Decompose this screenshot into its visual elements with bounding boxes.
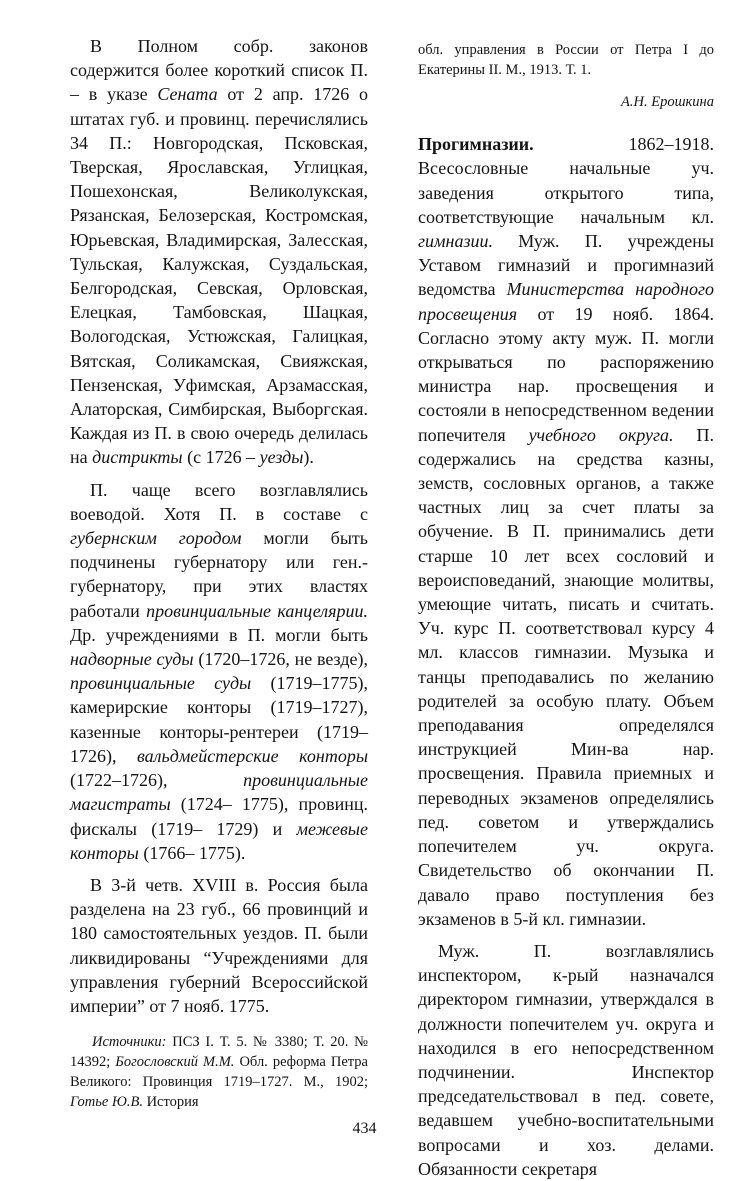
italic-term: дистрикты xyxy=(92,447,183,468)
text-run: В Полном собр. законов содержится более короткий список П. – в указе xyxy=(70,36,368,105)
sources-note-continued xyxy=(418,40,714,80)
sources-note xyxy=(70,1032,368,1112)
italic-term: учебного округа. xyxy=(528,424,674,445)
italic-term: межевые конторы xyxy=(70,818,368,863)
text-run: (1719–1775), камерирские конторы (1719–1727), казенные конторы-рентереи (1719–1726), xyxy=(70,673,368,766)
text-run: П. содержались на средства казны, земств, сословных органов, а также частных лиц за счет платы за обучение. В П. принимались дети старше 10 лет всех сословий и вероисповеданий, знающие молитвы, умеющие читать, писать и считать. Уч. курс П. соответствовал курсу 4 мл. классов гимназии. Музыка и танцы преподавались по желанию родителей за особую плату. Объем преподавания определялся инструкцией Мин-ва нар. просвещения. Правила приемных и переводных экзаменов определялись пед. советом и утверждались попечителем уч. округа. Свидетельство об окончании П. давало право поступления без экзаменов в 5-й кл. гимназии. xyxy=(418,424,714,929)
italic-term: вальдмейстерские конторы xyxy=(136,745,369,766)
text-run: (1724– 1775), провинц. фискалы (1719– 1729) и xyxy=(70,794,368,839)
text-run: (1722–1726), xyxy=(70,770,244,791)
italic-term: Богословский М.М. xyxy=(115,1054,235,1071)
text-run: (1766– 1775). xyxy=(138,842,246,863)
page-number: 434 xyxy=(352,1120,377,1137)
left-column xyxy=(70,34,368,1112)
text-run: 1862–1918. Всесословные начальные уч. заведения открытого типа, соответствующие начальным кл. xyxy=(418,134,714,227)
italic-term: гимназии. xyxy=(418,231,493,252)
entry-progymnasium xyxy=(418,132,714,931)
text-run: от 2 апр. 1726 о штатах губ. и провинц. перечислялись 34 П.: Новгородская, Псковская, Тверская, Ярославская, Углицкая, Пошехонская, Великолукская, Рязанская, Белозерская, Костромская, Юрьевская, Владимирская, Залесская, Тульская, Калужская, Суздальская, Белгородская, Севская, Орловская, Елецкая, Тамбовская, Шацкая, Вологодская, Устюжская, Галицкая, Вятская, Соликамская, Свияжская, Пензенская, Уфимская, Арзамасская, Алаторская, Симбирская, Выборгская. Каждая из П. в свою очередь делилась на xyxy=(70,84,369,468)
text-run: обл. управления в России от Петра I до Екатерины II. М., 1913. Т. 1. xyxy=(418,42,714,78)
text-run: Др. учреждениями в П. могли быть xyxy=(70,624,368,645)
text-run: В 3-й четв. XVIII в. Россия была разделена на 23 губ., 66 провинций и 180 самостоятельных уездов. П. были ликвидированы “Учреждениями для управления губерний Всероссийской империи” от 7 нояб. 1775. xyxy=(70,874,368,1016)
text-run: ПСЗ I. Т. 5. № 3380; Т. 20. № 14392; xyxy=(70,1034,368,1071)
italic-term: уезды xyxy=(259,447,304,468)
entry-progymnasium-paragraph-2 xyxy=(418,939,714,1181)
italic-term: провинциальные магистраты xyxy=(70,770,368,815)
italic-term: надворные суды xyxy=(70,649,194,670)
text-run: История xyxy=(142,1094,199,1111)
paragraph-provinces-list xyxy=(70,34,368,470)
italic-term: Сената xyxy=(157,84,218,105)
text-run: Обл. реформа Петра Великого: Провинция 1719–1727. М., 1902; xyxy=(70,1054,368,1091)
text-run: П. чаще всего возглавлялись воеводой. Хотя П. в составе с xyxy=(70,479,368,524)
text-run: от 19 нояб. 1864. Согласно этому акту муж. П. могли открываться по распоряжению министра нар. просвещения и состояли в непосредственном ведении попечителя xyxy=(418,303,714,445)
author-signature: А.Н. Ерошкина xyxy=(621,94,714,110)
text-run: Муж. П. возглавлялись инспектором, к-рый назначался директором гимназии, утверждался в должности попечителем уч. округа и находился в его непосредственном подчинении. Инспектор председательствовал в пед. совете, ведавшем учебно-воспитательными вопросами и хоз. делами. Обязанности секретаря xyxy=(418,940,714,1179)
text-run: ). xyxy=(303,447,314,468)
text-run: (1720–1726, не везде), xyxy=(193,649,368,670)
paragraph-abolition xyxy=(70,873,368,1018)
text-run: (с 1726 – xyxy=(182,447,260,468)
italic-term: провинциальные канцелярии. xyxy=(146,600,369,621)
italic-term: Министерства народного просвещения xyxy=(418,279,714,324)
right-column xyxy=(418,40,714,1181)
text-run: могли быть подчинены губернатору или ген.-губернатору, при этих властях работали xyxy=(70,528,368,621)
text-run: Муж. П. учреждены Уставом гимназий и прогимназий ведомства xyxy=(418,231,714,300)
italic-term: провинциальные суды xyxy=(70,673,252,694)
italic-term: Источники: xyxy=(92,1034,167,1051)
paragraph-administration xyxy=(70,478,368,865)
italic-term: Готье Ю.В. xyxy=(70,1094,143,1111)
headword: Прогимназии. xyxy=(418,134,534,155)
italic-term: губернским городом xyxy=(70,528,242,549)
